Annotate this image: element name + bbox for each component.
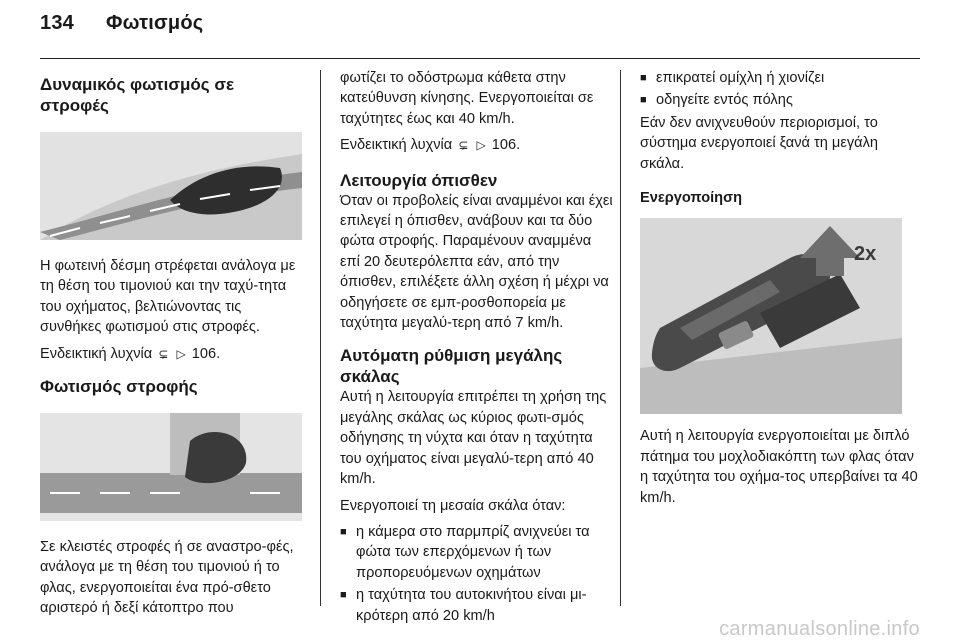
paragraph-cornering-light: Σε κλειστές στροφές ή σε αναστρο-φές, ανάλογα με τη θέση του τιμονιού ή το φλας, ενεργοποιείται ένα πρό-σθετο αριστερό ή δεξί κάτοπτρο που xyxy=(40,539,294,617)
curved-road-illustration xyxy=(40,132,302,240)
indicator-reference-text: Ενδεικτική λυχνία xyxy=(340,137,453,154)
page-header xyxy=(40,12,203,35)
list-item: ■ επικρατεί ομίχλη ή χιονίζει xyxy=(640,68,920,88)
indicator-reference-page: 106. xyxy=(491,137,521,154)
turn-signal-stalk-illustration xyxy=(640,218,902,414)
paragraph-activation: Αυτή η λειτουργία ενεργοποιείται με διπλό πάτημα του μοχλοδιακόπτη των φλας όταν η ταχύτητα του οχήμα-τος υπερβαίνει τα 40 km/h. xyxy=(640,428,918,506)
paragraph-activates-low-beam: Ενεργοποιεί τη μεσαία σκάλα όταν: xyxy=(340,497,566,514)
list-item: ■ η κάμερα στο παρμπρίζ ανιχνεύει τα φώτα των επερχόμενων ή των προπορευόμενων οχημάτων xyxy=(340,523,590,581)
paragraph-dynamic-cornering: Η φωτεινή δέσμη στρέφεται ανάλογα με τη θέση του τιμονιού και την ταχύ-τητα του οχήματος, βελτιώνοντας τις συνθήκες φωτισμού στις στροφές. xyxy=(40,258,296,336)
column-1 xyxy=(40,68,305,625)
low-beam-conditions-list xyxy=(340,522,615,626)
figure-stalk-activation xyxy=(640,218,902,414)
figure-dynamic-cornering xyxy=(40,132,302,240)
paragraph-auto-high-beam: Αυτή η λειτουργία επιτρέπει τη χρήση της μεγάλης σκάλας ως κύριος φωτι-σμός οδήγησης τη νύχτα και όταν η ταχύτητα του οχήματος είναι μεγαλύ-τερη από 40 km/h. xyxy=(340,389,607,488)
cornering-light-icon: ⊊ xyxy=(158,346,169,361)
cornering-light-icon: ⊊ xyxy=(458,138,469,153)
page-arrow-icon: ▷ xyxy=(476,138,486,153)
section-heading-dynamic-cornering: Δυναμικός φωτισμός σε στροφές xyxy=(40,75,235,115)
column-2 xyxy=(340,68,615,628)
figure-cornering-light xyxy=(40,413,302,521)
bullet-icon: ■ xyxy=(340,589,347,602)
junction-illustration xyxy=(40,413,302,521)
paragraph-cornering-continued: φωτίζει το οδόστρωμα κάθετα στην κατεύθυνση κίνησης. Ενεργοποιείται σε ταχύτητες έως και 40 km/h. xyxy=(340,70,594,127)
bullet-icon: ■ xyxy=(640,72,647,84)
column-3 xyxy=(640,68,920,514)
indicator-reference-page: 106. xyxy=(191,345,221,362)
list-item: ■ οδηγείτε εντός πόλης xyxy=(640,90,920,110)
section-heading-activation: Ενεργοποίηση xyxy=(640,190,742,207)
page-number: 134 xyxy=(40,12,74,34)
press-count-label: 2x xyxy=(854,243,877,266)
indicator-reference-1 xyxy=(40,344,305,364)
section-heading-reverse-function: Λειτουργία όπισθεν xyxy=(340,170,498,190)
bullet-icon: ■ xyxy=(340,525,347,538)
low-beam-conditions-list-continued xyxy=(640,68,920,111)
paragraph-reactivate-high-beam: Εάν δεν ανιχνευθούν περιορισμοί, το σύστημα ενεργοποιεί ξανά τη μεγάλη σκάλα. xyxy=(640,114,878,172)
paragraph-reverse-function: Όταν οι προβολείς είναι αναμμένοι και έχει επιλεγεί η όπισθεν, ανάβουν και τα δύο φώτα στροφής. Παραμένουν αναμμένα επί 20 δευτερόλεπτα εάν, από την όπισθεν, επιλέξετε άλλη σχέση ή μέχρι να οδηγήσετε σε εμπ-ροσθοπορεία με ταχύτητα μεγαλύ-τερη από 7 km/h. xyxy=(340,192,613,332)
bullet-icon: ■ xyxy=(640,94,647,107)
column-divider-1 xyxy=(320,70,321,606)
section-heading-auto-high-beam: Αυτόματη ρύθμιση μεγάλης σκάλας xyxy=(340,346,563,387)
header-divider xyxy=(40,58,920,59)
page-title: Φωτισμός xyxy=(106,12,204,34)
watermark: carmanualsonline.info xyxy=(719,618,920,640)
indicator-reference-2 xyxy=(340,135,615,155)
section-heading-cornering-light: Φωτισμός στροφής xyxy=(40,377,198,397)
page-arrow-icon: ▷ xyxy=(176,346,186,361)
indicator-reference-text: Ενδεικτική λυχνία xyxy=(40,345,153,362)
column-divider-2 xyxy=(620,70,621,606)
list-item: ■ η ταχύτητα του αυτοκινήτου είναι μι-κρότερη από 20 km/h xyxy=(340,587,587,624)
